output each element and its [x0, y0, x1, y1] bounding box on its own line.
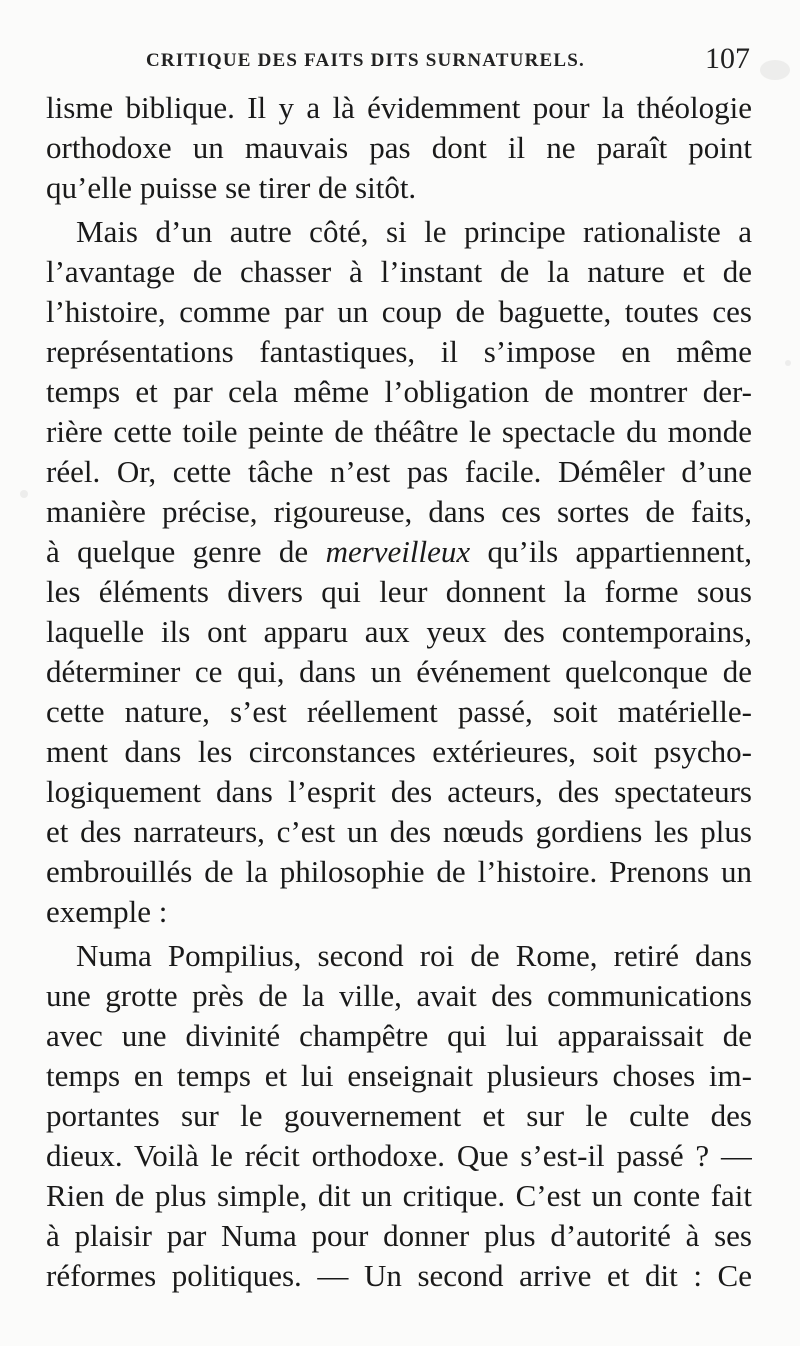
text-line: l’histoire, comme par un coup de baguette, toutes ces — [46, 294, 752, 329]
text-line: déterminer ce qui, dans un événement quelconque de — [46, 654, 752, 689]
text-line — [46, 532, 752, 572]
text-line: temps et par cela même l’obligation de montrer der- — [46, 374, 752, 409]
paper-speck — [785, 360, 791, 366]
text-line: manière précise, rigoureuse, dans ces sortes de faits, — [46, 494, 752, 529]
text-line: Rien de plus simple, dit un critique. C’est un conte fait — [46, 1178, 752, 1213]
text-line: rière cette toile peinte de théâtre le spectacle du monde — [46, 414, 752, 449]
text-line: ment dans les circonstances extérieures, soit psycho- — [46, 734, 752, 769]
text-line: et des narrateurs, c’est un des nœuds gordiens les plus — [46, 814, 752, 849]
text-line: temps en temps et lui enseignait plusieurs choses im- — [46, 1058, 752, 1093]
text-line: représentations fantastiques, il s’impose en même — [46, 334, 752, 369]
text-line: avec une divinité champêtre qui lui apparaissait de — [46, 1018, 752, 1053]
text-line: les éléments divers qui leur donnent la forme sous — [46, 574, 752, 609]
text-line: qu’elle puisse se tirer de sitôt. — [46, 170, 417, 205]
text-line: cette nature, s’est réellement passé, soit matérielle- — [46, 694, 752, 729]
page-number: 107 — [705, 42, 750, 75]
text-run: à quelque genre de — [46, 534, 326, 569]
text-line: une grotte près de la ville, avait des communications — [46, 978, 752, 1013]
text-line: logiquement dans l’esprit des acteurs, des spectateurs — [46, 774, 752, 809]
text-line: laquelle ils ont apparu aux yeux des contemporains, — [46, 614, 752, 649]
body-text — [46, 88, 752, 1296]
text-line: exemple : — [46, 894, 168, 929]
text-line: l’avantage de chasser à l’instant de la nature et de — [46, 254, 752, 289]
text-line: dieux. Voilà le récit orthodoxe. Que s’est-il passé ? — — [46, 1138, 752, 1173]
text-line: Numa Pompilius, second roi de Rome, retiré dans — [76, 938, 752, 973]
text-run: qu’ils appartiennent, — [470, 534, 752, 569]
page-header — [40, 40, 750, 86]
italic-word: merveilleux — [325, 534, 471, 569]
paper-speck — [20, 490, 28, 498]
text-line: orthodoxe un mauvais pas dont il ne paraît point — [46, 130, 752, 165]
text-line: embrouillés de la philosophie de l’histoire. Prenons un — [46, 854, 752, 889]
text-line: Mais d’un autre côté, si le principe rationaliste a — [76, 214, 752, 249]
text-line: lisme biblique. Il y a là évidemment pour la théologie — [46, 90, 752, 125]
text-line: portantes sur le gouvernement et sur le culte des — [46, 1098, 752, 1133]
text-line: à plaisir par Numa pour donner plus d’autorité à ses — [46, 1218, 752, 1253]
paper-stain — [760, 60, 790, 80]
text-line: réformes politiques. — Un second arrive et dit : Ce — [46, 1258, 752, 1293]
text-line: réel. Or, cette tâche n’est pas facile. Démêler d’une — [46, 454, 752, 489]
running-title: CRITIQUE DES FAITS DITS SURNATURELS. — [146, 50, 585, 71]
